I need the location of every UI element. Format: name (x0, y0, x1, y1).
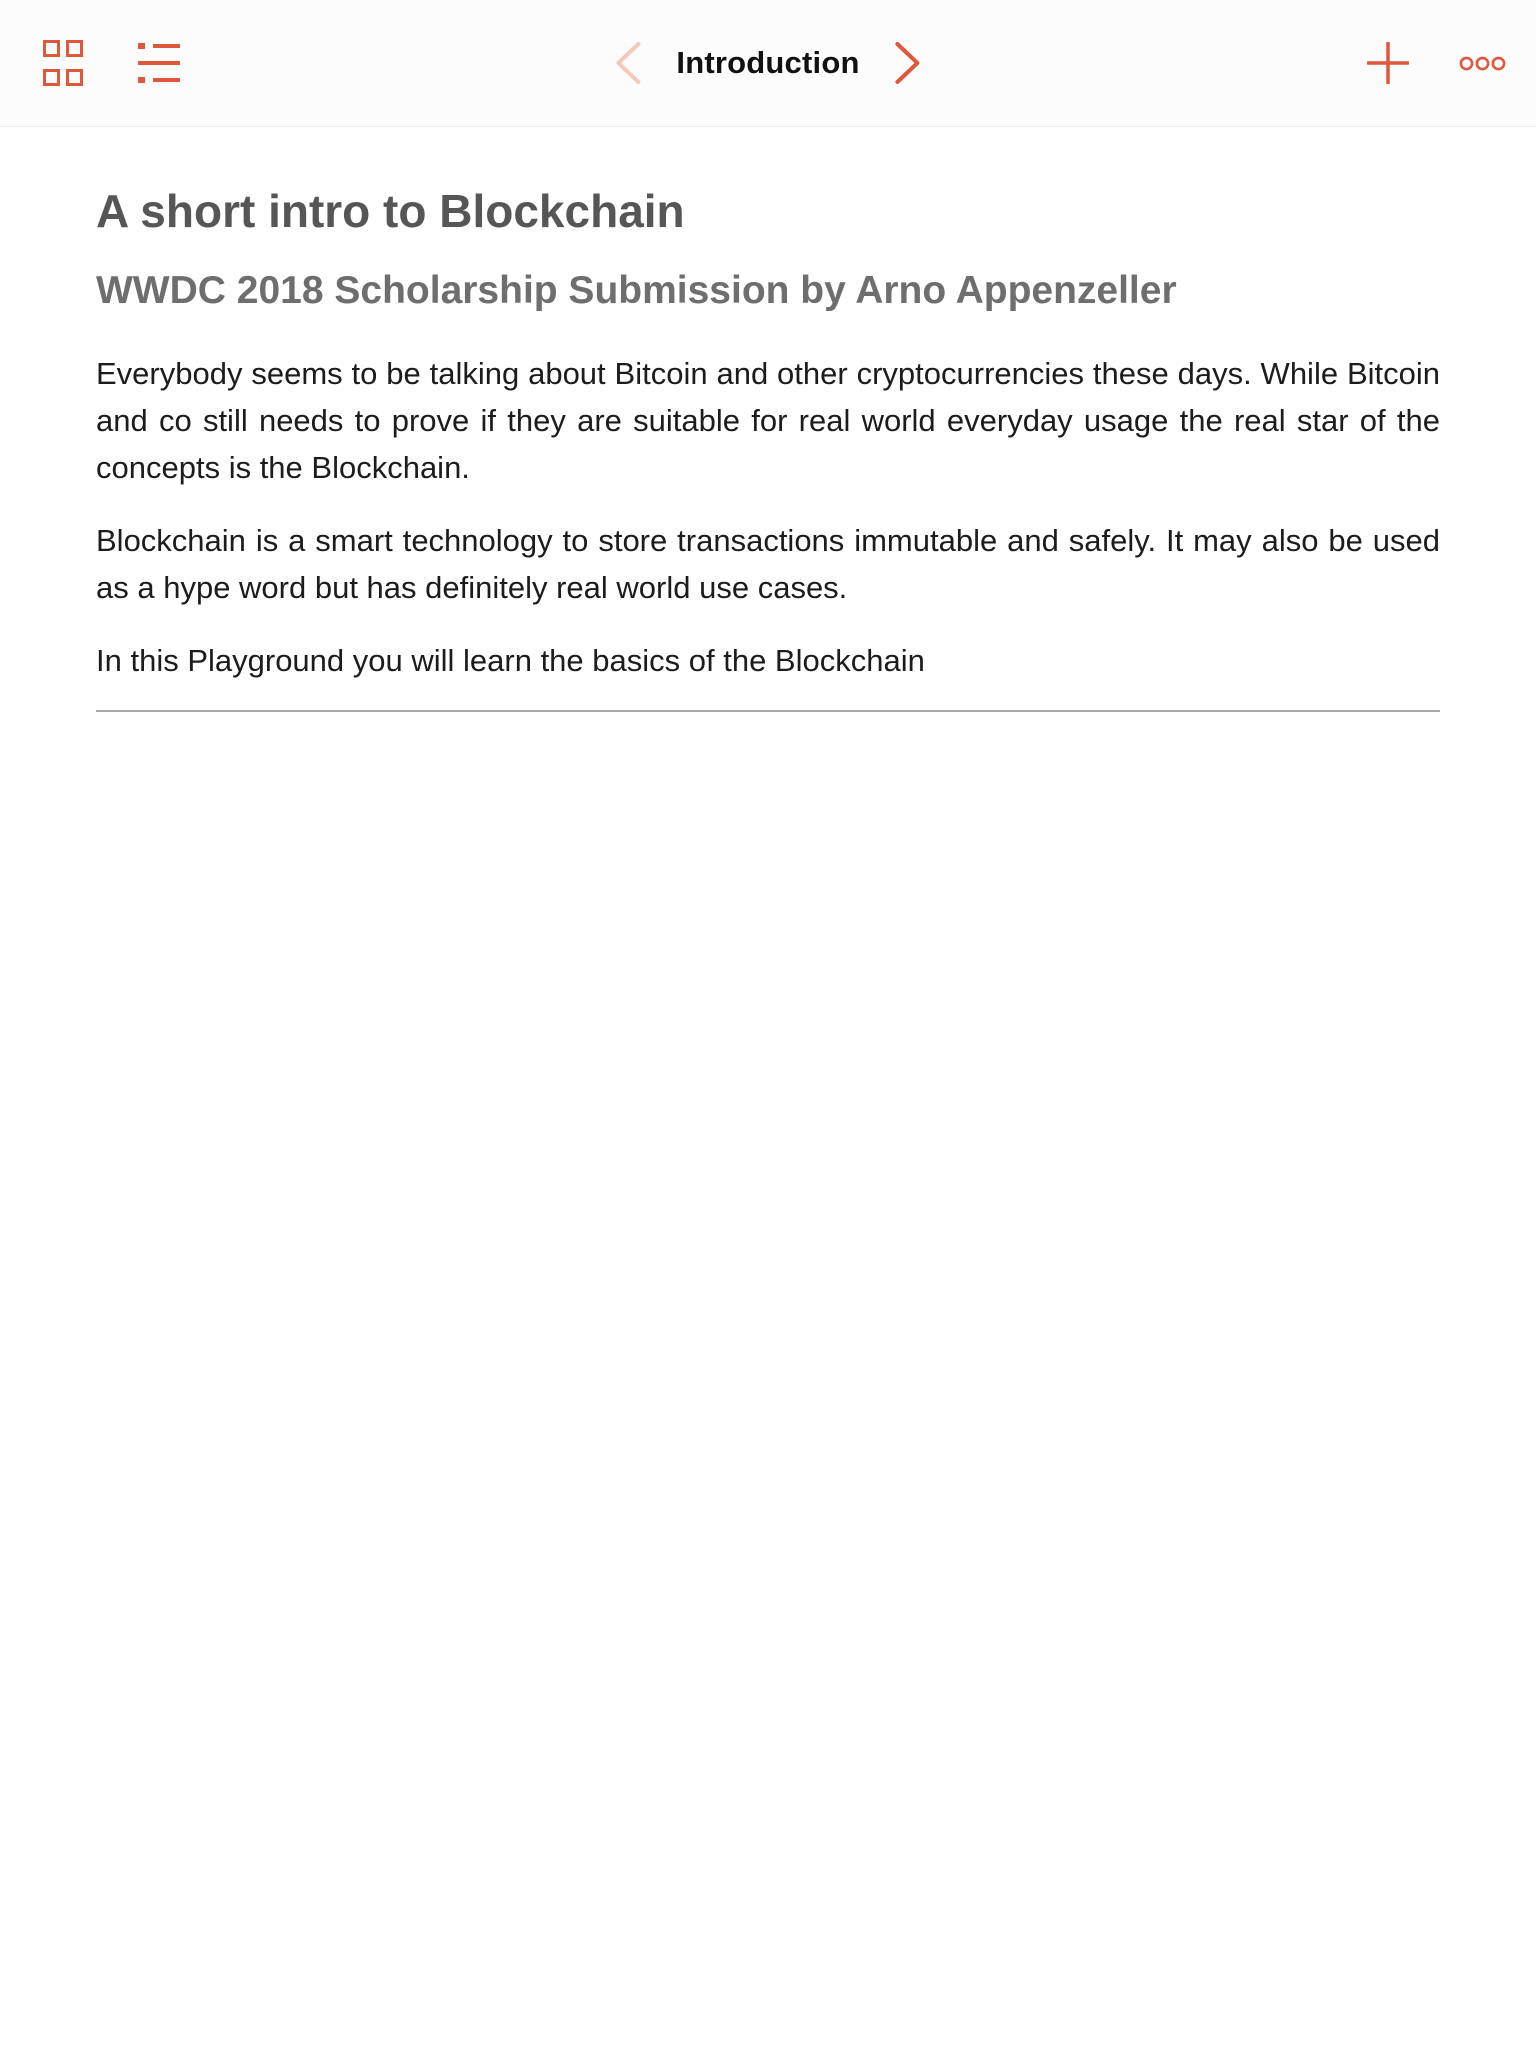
add-button[interactable] (1367, 42, 1409, 84)
next-page-button[interactable] (894, 41, 922, 85)
document-body (0, 127, 1536, 712)
more-button[interactable] (1459, 56, 1506, 71)
plus-icon (1367, 42, 1409, 84)
document-heading: A short intro to Blockchain (96, 185, 685, 237)
navigation-bar (0, 0, 1536, 127)
page-title: Introduction (676, 45, 860, 80)
paragraph-2: Blockchain is a smart technology to store transactions immutable and safely. It may also be used as a hype word but has definitely real world use cases. (96, 523, 1440, 605)
chevron-right-icon (894, 41, 922, 85)
more-ellipsis-icon (1459, 56, 1506, 71)
section-divider (96, 710, 1440, 712)
navbar-left-group (30, 40, 181, 86)
previous-page-button[interactable] (614, 41, 642, 85)
pages-grid-button[interactable] (43, 40, 83, 86)
pages-grid-icon (43, 40, 83, 86)
paragraph-1: Everybody seems to be talking about Bitcoin and other cryptocurrencies these days. While Bitcoin and co still needs to prove if they are suitable for real world everyday usage the real star of the concepts is the Blockchain. (96, 356, 1440, 485)
table-of-contents-button[interactable] (137, 42, 181, 84)
paragraph-3: In this Playground you will learn the basics of the Blockchain (96, 643, 925, 678)
table-of-contents-icon (137, 42, 181, 84)
chevron-left-icon (614, 41, 642, 85)
document-subheading: WWDC 2018 Scholarship Submission by Arno Appenzeller (96, 269, 1177, 312)
navbar-page-switcher (614, 41, 921, 85)
navbar-right-group (1367, 42, 1506, 84)
